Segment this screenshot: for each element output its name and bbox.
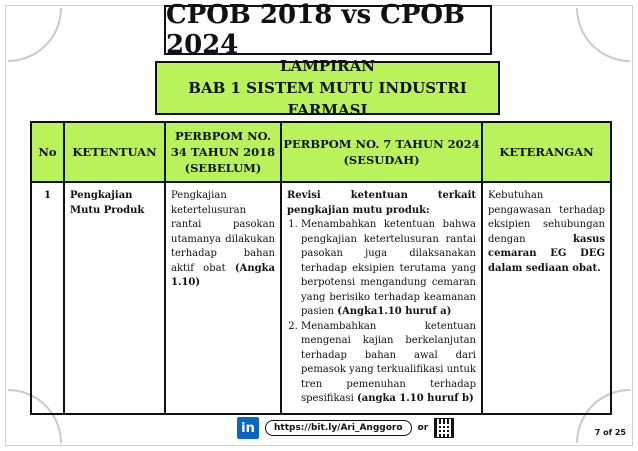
list-item <box>301 218 476 320</box>
header-ketentuan: KETENTUAN <box>64 122 165 182</box>
after-item1-text: Menambahkan ketentuan bahwa pengkajian ketertelusuran rantai pasokan juga dilaksanakan terhadap eksipien terutama yang berpotensi mengandung cemaran yang berisiko terhadap keamanan pasien <box>301 219 476 317</box>
before-ref: (Angka 1.10) <box>171 262 275 288</box>
page-number: 7 of 25 <box>594 428 626 437</box>
profile-link[interactable]: https://bit.ly/Ari_Anggoro <box>265 420 412 436</box>
after-intro: Revisi ketentuan terkait pengkajian mutu produk: <box>287 190 476 216</box>
cell-ketentuan: Pengkajian Mutu Produk <box>64 182 165 414</box>
cell-after <box>281 182 482 414</box>
list-item <box>301 320 476 407</box>
cell-keterangan <box>482 182 611 414</box>
header-no: No <box>31 122 64 182</box>
section-banner <box>155 57 500 119</box>
ket-text: Kebutuhan pengawasan terhadap eksipien sehubungan dengan <box>488 190 605 245</box>
table-header-row <box>31 122 611 182</box>
after-item2-ref: (angka 1.10 huruf b) <box>356 393 474 404</box>
or-text: or <box>417 423 429 433</box>
after-list <box>287 218 476 407</box>
banner-line-2: BAB 1 SISTEM MUTU INDUSTRI FARMASI <box>188 79 467 119</box>
page-title: CPOB 2018 vs CPOB 2024 <box>164 5 492 55</box>
qr-code-icon <box>434 418 454 438</box>
cell-no: 1 <box>31 182 64 414</box>
header-after: PERBPOM NO. 7 TAHUN 2024 (SESUDAH) <box>281 122 482 182</box>
after-item2-text: Menambahkan ketentuan mengenai kajian berkelanjutan terhadap bahan awal dari pemasok yang terkualifikasi untuk tren pemenuhan terhadap spesifikasi <box>301 320 476 404</box>
header-before: PERBPOM NO. 34 TAHUN 2018 (SEBELUM) <box>165 122 281 182</box>
table-row <box>31 182 611 414</box>
cell-before <box>165 182 281 414</box>
header-keterangan: KETERANGAN <box>482 122 611 182</box>
linkedin-icon[interactable]: in <box>237 417 259 439</box>
banner-line-1: LAMPIRAN <box>280 57 375 75</box>
comparison-table <box>30 121 612 415</box>
footer <box>237 416 454 440</box>
ket-bold: kasus cemaran EG DEG dalam sediaan obat. <box>488 233 605 274</box>
after-item1-ref: (Angka1.10 huruf a) <box>337 306 452 317</box>
before-text: Pengkajian ketertelusuran rantai pasokan utamanya dilakukan terhadap bahan aktif obat <box>171 190 275 274</box>
